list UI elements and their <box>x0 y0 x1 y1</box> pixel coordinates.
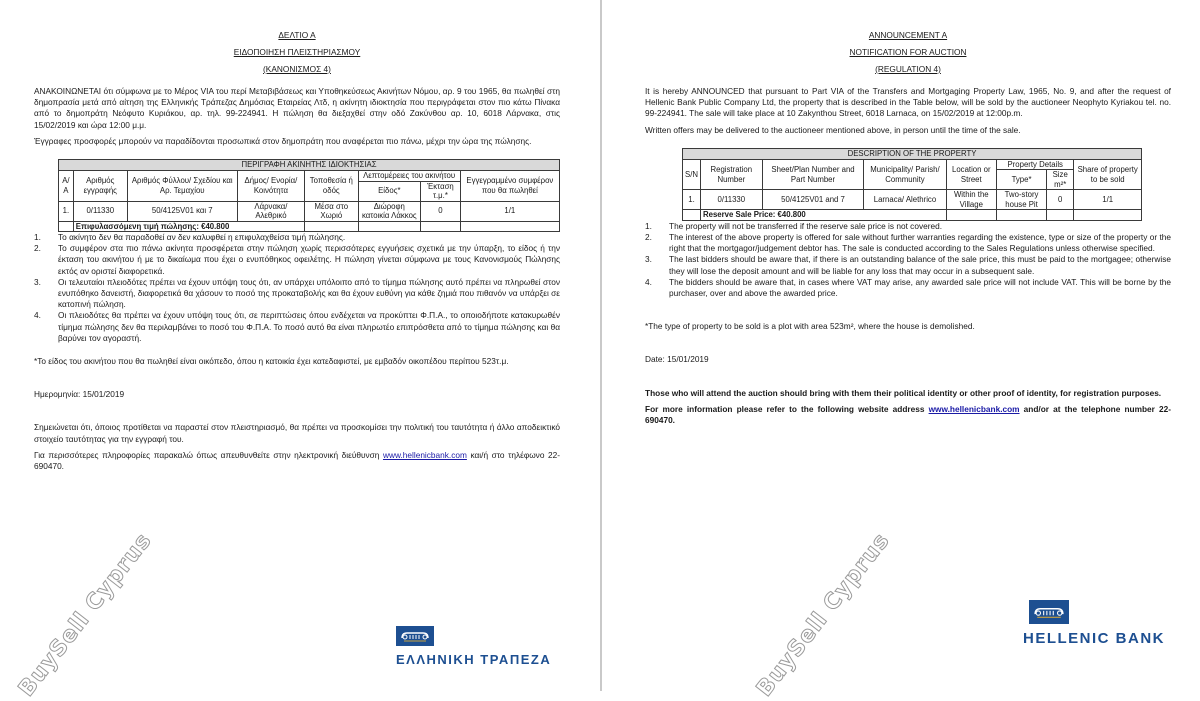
term-item <box>34 243 560 277</box>
cell-size: 0 <box>1047 190 1074 210</box>
reserve-price: Reserve Sale Price: €40.800 <box>701 210 947 221</box>
english-footnote: *The type of property to be sold is a plot with area 523m², where the house is demolished. <box>645 321 975 332</box>
table-caption: DESCRIPTION OF THE PROPERTY <box>683 148 1142 159</box>
empty-cell <box>683 210 701 221</box>
english-offers: Written offers may be delivered to the auctioneer mentioned above, in person until the time of the sale. <box>645 124 1021 135</box>
term-number: 1. <box>34 232 41 243</box>
empty-cell <box>460 221 559 232</box>
term-item <box>34 232 560 243</box>
english-titles <box>645 30 1171 74</box>
watermark-left: BuySell Cyprus <box>14 528 157 701</box>
greek-title-3: (ΚΑΝΟΝΙΣΜΟΣ 4) <box>263 64 331 74</box>
header-size: Έκταση τ.μ.* <box>421 181 461 201</box>
header-municipality: Δήμος/ Ενορία/ Κοινότητα <box>237 171 304 202</box>
term-number: 3. <box>645 254 652 265</box>
term-text: The bidders should be aware that, in cases where VAT may arise, any awarded sale price will not include VAT. This will be borne by the purchaser, over and above the awarded price. <box>669 276 1171 299</box>
info-text: For more information please refer to the following website address <box>645 403 929 414</box>
empty-cell <box>997 210 1047 221</box>
term-number: 1. <box>645 220 652 231</box>
header-type: Είδος* <box>358 181 421 201</box>
cell-share: 1/1 <box>460 201 559 221</box>
english-title-2: NOTIFICATION FOR AUCTION <box>849 47 967 57</box>
logo-text: HELLENIC BANK <box>1023 630 1165 647</box>
cell-sheet-plan: 50/4125V01 και 7 <box>127 201 237 221</box>
term-number: 4. <box>34 310 41 321</box>
empty-cell <box>305 221 358 232</box>
column-capital-icon <box>1029 600 1069 624</box>
header-size: Size m²* <box>1047 170 1074 190</box>
greek-property-table <box>58 159 560 232</box>
header-share: Εγγεγραμμένο συμφέρον που θα πωληθεί <box>460 171 559 202</box>
header-sn: Α/Α <box>59 171 74 202</box>
term-number: 2. <box>34 243 41 254</box>
header-municipality: Municipality/ Parish/ Community <box>864 159 946 190</box>
empty-cell <box>1047 210 1074 221</box>
term-text: Οι πλειοδότες θα πρέπει να έχουν υπόψη τους ότι, σε περιπτώσεις όπου ενδέχεται να προκύπτει Φ.Π.Α., το οποιοδήποτε κατακυρωθέν τίμημα πώλησης δεν θα περιλαμβάνει το ποσό του Φ.Π.Α. Το ποσό αυτό θα είναι πληρωτέο επιπρόσθετα από το τίμημα πώλησης και θα βαρύνει τον αγοραστή. <box>58 310 560 343</box>
english-title-1: ANNOUNCEMENT A <box>868 30 948 40</box>
column-capital-icon <box>396 626 434 646</box>
header-registration: Registration Number <box>701 159 763 190</box>
info-text: Για περισσότερες πληροφορίες παρακαλώ όπως απευθυνθείτε στην ηλεκτρονική διεύθυνση <box>34 449 383 460</box>
greek-date: Ημερομηνία: 15/01/2019 <box>34 389 125 400</box>
term-number: 4. <box>645 276 652 287</box>
header-property-details: Property Details <box>997 159 1074 170</box>
cell-location: Within the Village <box>946 190 997 210</box>
greek-intro: ΑΝΑΚΟΙΝΩΝΕΤΑΙ ότι σύμφωνα με το Μέρος VIA του περί Μεταβιβάσεως και Υποθηκεύσεως Ακινήτων Νόμου, αρ. 9 του 1965, θα πωληθεί στη δημοπρασία μετά από αίτηση της Ελληνικής Τράπεζας Δημόσιας Εταιρείας Λτδ, η ακίνητη ιδιοκτησία που περιγράφεται στον πιο κάτω Πίνακα από το δημοπράτη Νεόφυτο Κυριάκου, αρ. τηλ. 99-224941. Η πώληση θα διεξαχθεί στην οδό Ζακύνθου αρ. 10, 6018 Λάρνακα, στις 15/02/2019 και ώρα 12:00 μ.μ. <box>34 86 560 130</box>
cell-share: 1/1 <box>1074 190 1142 210</box>
info-text: and/or at the telephone number 22-690470. <box>645 403 1171 426</box>
greek-offers: Έγγραφες προσφορές μπορούν να παραδίδονται προσωπικά στον δημοπράτη που αναφέρεται πιο πάνω, μέχρι την ώρα της πώλησης. <box>34 135 532 146</box>
term-text: Οι τελευταίοι πλειοδότες πρέπει να έχουν υπόψη τους ότι, αν υπάρχει υπόλοιπο από το τίμημα πώλησης αυτό πρέπει να πληρωθεί στον ενυπόθηκο δανειστή, διαφορετικά θα χάσουν το ποσό της προκαταβολής και θα έχουν ευθύνη για κάθε ζημιά που πιθανόν να υπάρξει σε κατοπινή πώληση. <box>58 276 560 310</box>
english-property-table <box>682 148 1142 221</box>
cell-sheet-plan: 50/4125V01 and 7 <box>762 190 864 210</box>
empty-cell <box>421 221 461 232</box>
cell-registration: 0/11330 <box>701 190 763 210</box>
term-text: Το συμφέρον στα πιο πάνω ακίνητα προσφέρεται στην πώληση χωρίς περισσότερες εγγυήσεις σχετικά με την ύπαρξη, το είδος ή την έκταση του ακινήτου ή με το δικαίωμα που έχει ο ενυπόθηκος οφειλέτης. Η πώληση γίνεται σύμφωνα με τους Κανονισμούς Πώλησης εκτός αν οριστεί διαφορετικά. <box>58 243 560 276</box>
greek-title-2: ΕΙΔΟΠΟΙΗΣΗ ΠΛΕΙΣΤΗΡΙΑΣΜΟΥ <box>233 47 361 57</box>
hellenic-bank-logo <box>1023 600 1165 647</box>
cell-type: Διώροφη κατοικία Λάκκος <box>358 201 421 221</box>
greek-content <box>34 30 560 472</box>
empty-cell <box>1074 210 1142 221</box>
greek-title-1: ΔΕΛΤΙΟ Α <box>278 30 316 40</box>
cell-municipality: Λάρνακα/ Αλεθρικό <box>237 201 304 221</box>
cell-size: 0 <box>421 201 461 221</box>
empty-cell <box>946 210 997 221</box>
term-item <box>645 276 1171 299</box>
term-number: 3. <box>34 276 41 287</box>
logo-text: ΕΛΛΗΝΙΚΗ ΤΡΑΠΕΖΑ <box>396 652 552 667</box>
table-row <box>59 201 560 221</box>
table-row <box>683 190 1142 210</box>
term-item <box>645 232 1171 254</box>
empty-cell <box>358 221 421 232</box>
cell-location: Μέσα στο Χωριό <box>305 201 358 221</box>
cell-sn: 1. <box>59 201 74 221</box>
website-link[interactable]: www.hellenicbank.com <box>928 403 1020 414</box>
english-terms-list <box>645 221 1171 299</box>
term-text: The interest of the above property is offered for sale without further warranties regarding the existence, type or size of the property or the right that the mortgagor/judgement debtor has. The sale is conducted according to the Sales Regulations unless otherwise specified. <box>669 232 1171 254</box>
header-property-details: Λεπτομέρειες του ακινήτου <box>358 171 460 182</box>
header-sn: S/N <box>683 159 701 190</box>
english-title-3: (REGULATION 4) <box>875 64 941 74</box>
header-type: Type* <box>997 170 1047 190</box>
header-location: Location or Street <box>946 159 997 190</box>
english-notice-page <box>602 0 1200 701</box>
english-date: Date: 15/01/2019 <box>645 354 709 365</box>
cell-registration: 0/11330 <box>73 201 127 221</box>
term-item <box>34 276 560 311</box>
info-text: και/ή στο τηλέφωνο 22-690470. <box>34 449 560 472</box>
term-number: 2. <box>645 232 652 243</box>
greek-terms-list <box>34 232 560 344</box>
cell-type: Two-story house Pit <box>997 190 1047 210</box>
header-sheet-plan: Αριθμός Φύλλου/ Σχεδίου και Αρ. Τεμαχίου <box>127 171 237 202</box>
term-item <box>34 310 560 344</box>
ellhniki-trapeza-logo <box>396 626 551 667</box>
english-intro: It is hereby ANNOUNCED that pursuant to Part VIA of the Transfers and Mortgaging Property Law, 1965, No. 9, and after the request of Hellenic Bank Public Company Ltd, the property that is described in the Table below, will be sold by the auctioneer Neophyto Kyriakou tel. no. 99-224941. The sale will take place at 10 Zakynthou Street, 6018 Larnaca, on 15/02/2019 at 12:00p.m. <box>645 86 1171 119</box>
term-text: The last bidders should be aware that, if there is an outstanding balance of the sale price, this must be paid to the mortgagee; otherwise they will lose the deposit amount and will be liable for any loss that may occur in a subsequent sale. <box>669 254 1171 276</box>
website-link[interactable]: www.hellenicbank.com <box>382 449 467 460</box>
term-text: Το ακίνητο δεν θα παραδοθεί αν δεν καλυφθεί η επιφυλαχθείσα τιμή πώλησης. <box>58 232 346 243</box>
cell-municipality: Larnaca/ Alethrico <box>864 190 946 210</box>
header-sheet-plan: Sheet/Plan Number and Part Number <box>762 159 864 190</box>
english-identity-note: Those who will attend the auction should bring with them their political identity or other proof of identity, for registration purposes. <box>645 387 1162 398</box>
empty-cell <box>59 221 74 232</box>
header-registration: Αριθμός εγγραφής <box>73 171 127 202</box>
header-share: Share of property to be sold <box>1074 159 1142 190</box>
greek-footnote: *Το είδος του ακινήτου που θα πωληθεί είναι οικόπεδο, όπου η κατοικία έχει κατεδαφιστεί, με εμβαδόν οικοπέδου περίπου 523τ.μ. <box>34 356 509 367</box>
cell-sn: 1. <box>683 190 701 210</box>
table-caption: ΠΕΡΙΓΡΑΦΗ ΑΚΙΝΗΤΗΣ ΙΔΙΟΚΤΗΣΙΑΣ <box>59 160 560 171</box>
header-location: Τοποθεσία ή οδός <box>305 171 358 202</box>
term-text: The property will not be transferred if the reserve sale price is not covered. <box>669 220 943 231</box>
greek-identity-note: Σημειώνεται ότι, όποιος προτίθεται να παραστεί στον πλειστηριασμό, θα πρέπει να προσκομίσει την πολιτική του ταυτότητα ή άλλο αποδεικτικό στοιχείο ταυτότητας για την εγγραφή του. <box>34 422 560 444</box>
term-item <box>645 254 1171 276</box>
greek-titles <box>34 30 560 74</box>
greek-info <box>34 450 560 472</box>
english-info <box>645 404 1171 426</box>
reserve-price: Επιφυλασσόμενη τιμή πώλησης: €40.800 <box>73 221 304 232</box>
english-content <box>645 30 1171 426</box>
watermark-right: BuySell Cyprus <box>752 528 895 701</box>
term-item <box>645 220 1171 232</box>
